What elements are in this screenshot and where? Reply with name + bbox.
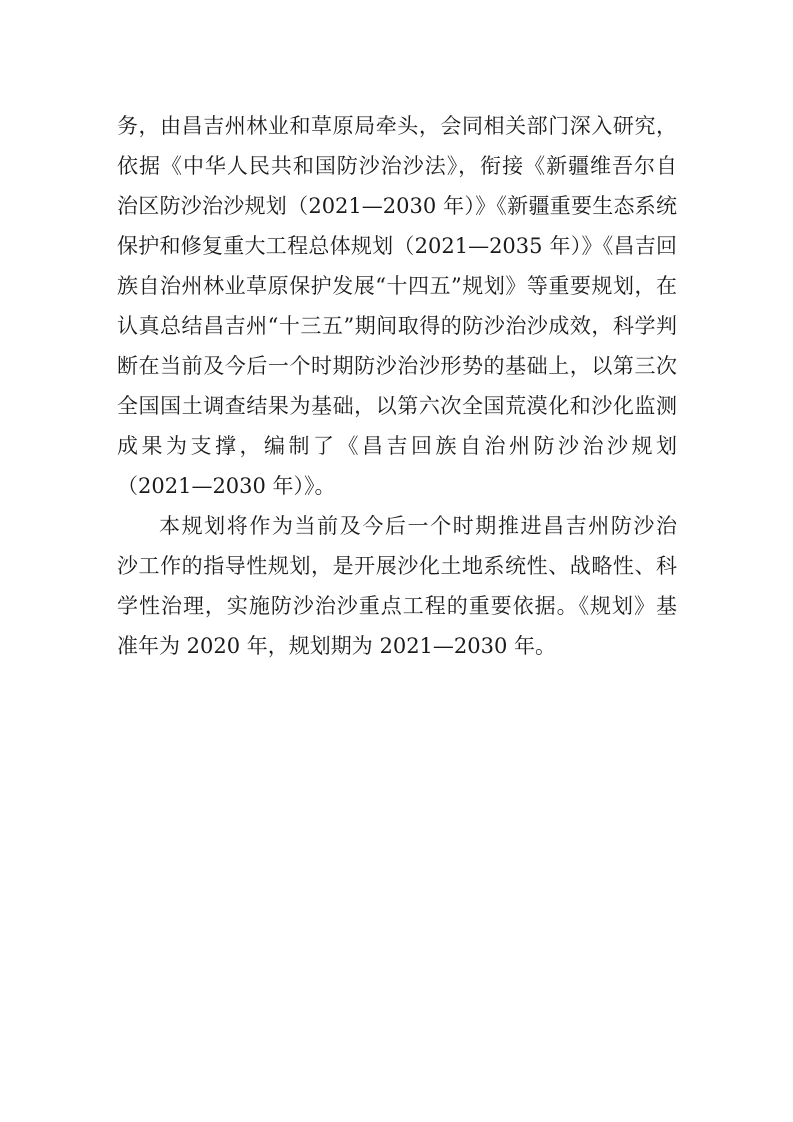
text-line: 务，由昌吉州林业和草原局牵头，会同相关部门深入研究，: [117, 114, 677, 138]
paragraph-1: [117, 106, 677, 506]
text-line: 断在当前及今后一个时期防沙治沙形势的基础上，以第三次: [117, 354, 677, 378]
text-line: 族自治州林业草原保护发展“十四五”规划》等重要规划，在: [117, 274, 677, 298]
text-line: 全国国土调查结果为基础，以第六次全国荒漠化和沙化监测: [117, 394, 677, 418]
text-line: 保护和修复重大工程总体规划（2021—2035 年）》《昌吉回: [117, 234, 677, 258]
text-line: 本规划将作为当前及今后一个时期推进昌吉州防沙治: [159, 514, 677, 538]
paragraph-2: [117, 506, 677, 666]
text-line: 沙工作的指导性规划，是开展沙化土地系统性、战略性、科: [117, 554, 677, 578]
body-text: [117, 106, 677, 666]
text-line: 学性治理，实施防沙治沙重点工程的重要依据。《规划》基: [117, 594, 677, 618]
text-line: 认真总结昌吉州“十三五”期间取得的防沙治沙成效，科学判: [117, 314, 677, 338]
text-line: （2021—2030 年）》。: [117, 474, 336, 498]
text-line: 依据《中华人民共和国防沙治沙法》，衔接《新疆维吾尔自: [117, 154, 677, 178]
text-line: 成果为支撑，编制了《昌吉回族自治州防沙治沙规划: [117, 434, 677, 458]
text-line: 准年为 2020 年，规划期为 2021—2030 年。: [117, 634, 557, 658]
text-line: 治区防沙治沙规划（2021—2030 年）》《新疆重要生态系统: [117, 194, 677, 218]
